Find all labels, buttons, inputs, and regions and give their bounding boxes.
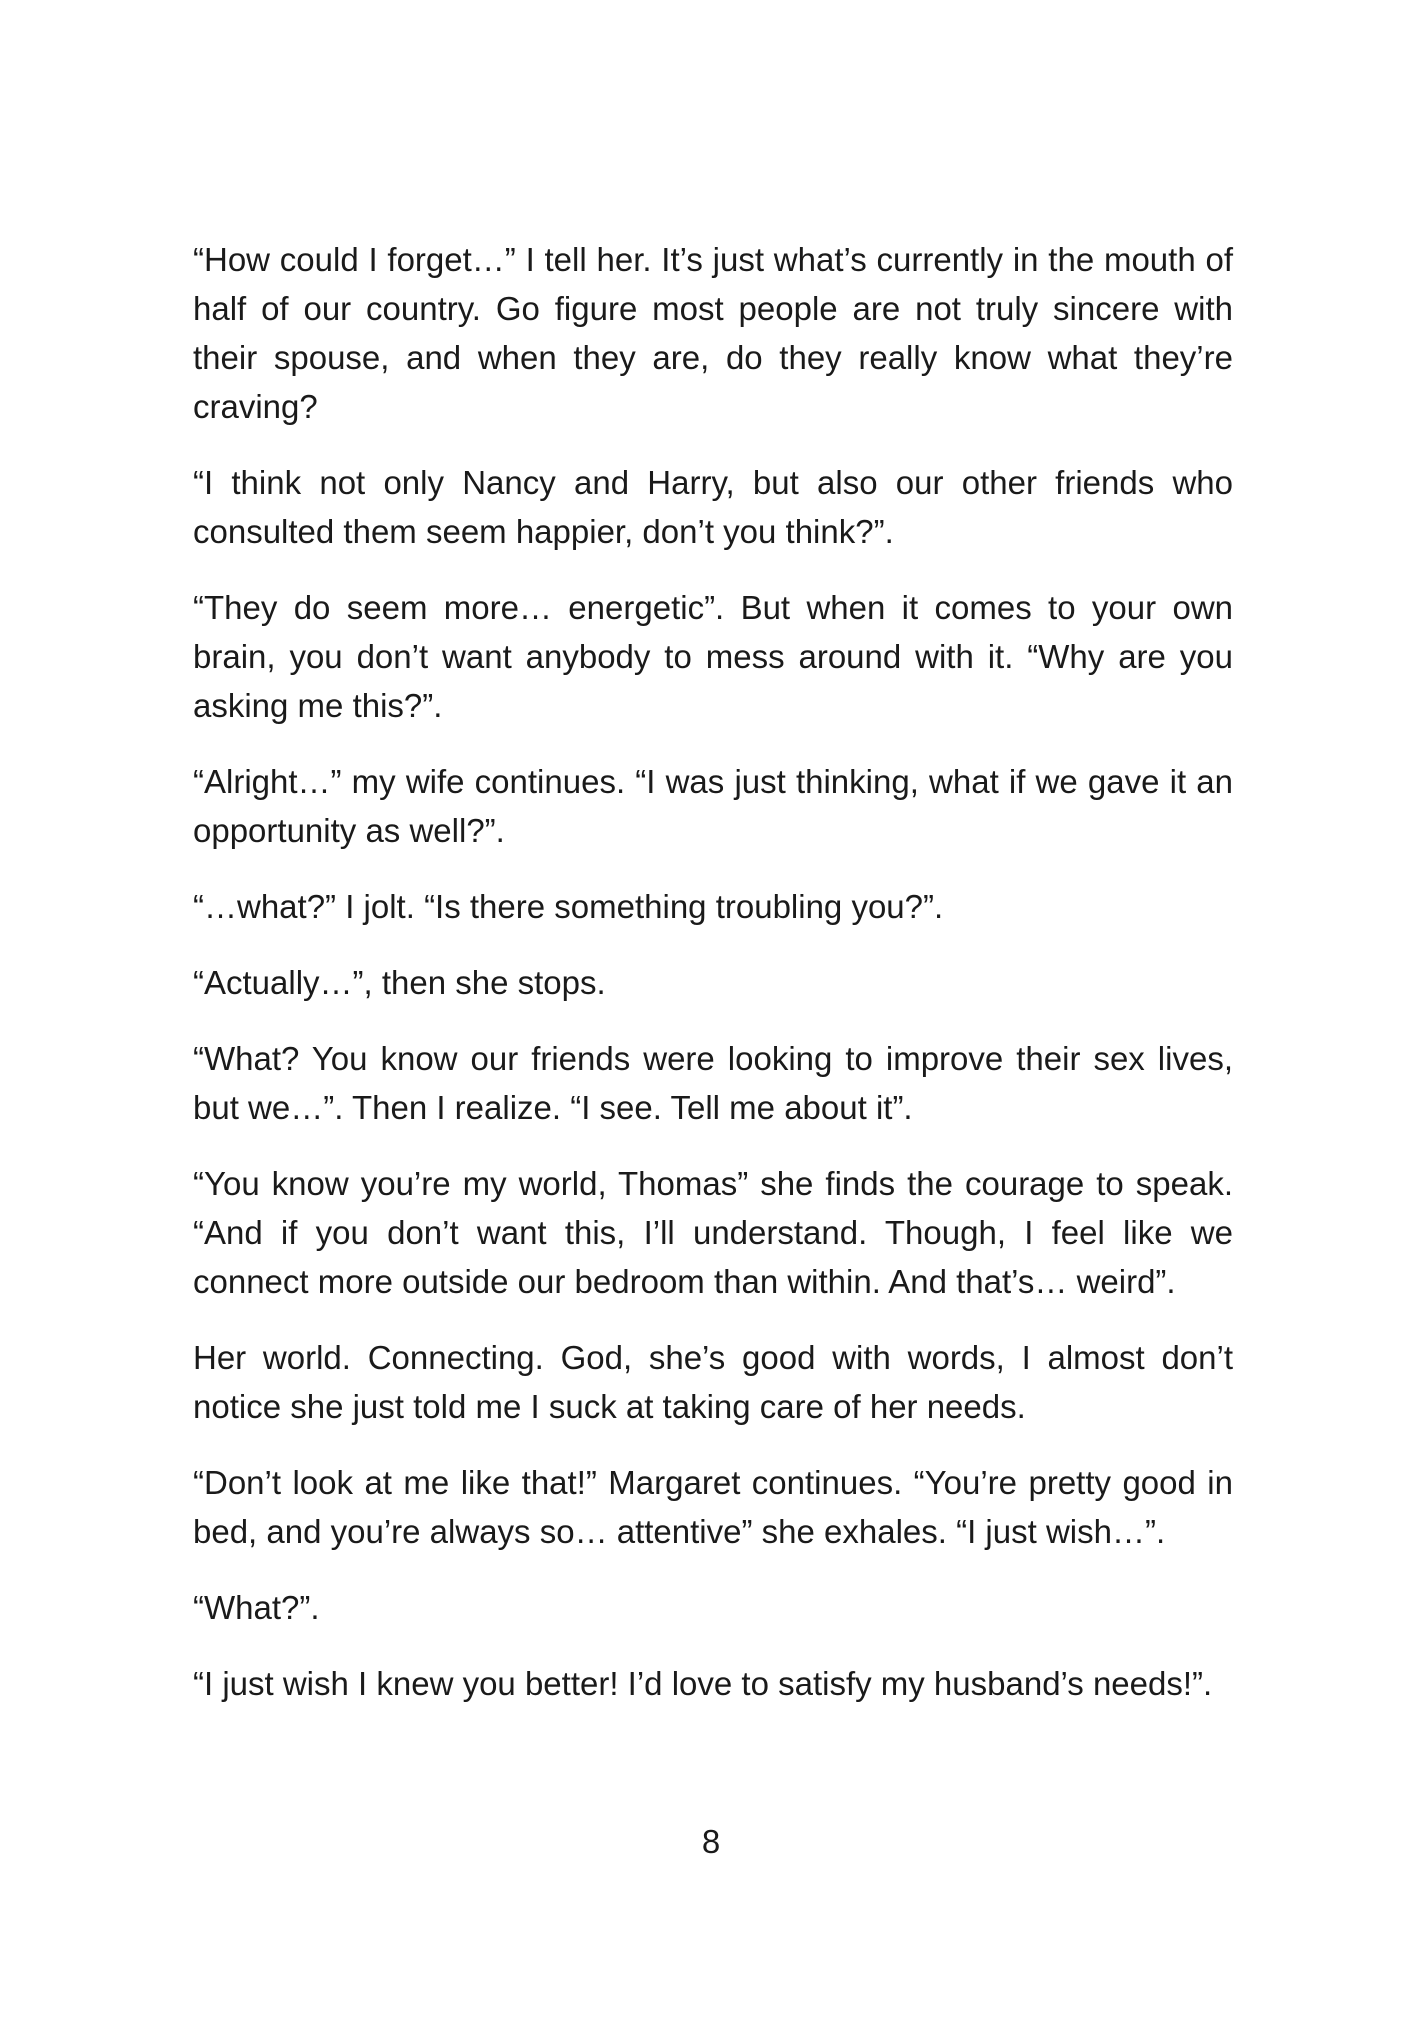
paragraph: “What? You know our friends were looking to improve their sex lives, but we…”. Then I realize. “I see. Tell me about it”. <box>193 1040 1233 1126</box>
paragraph: “Actually…”, then she stops. <box>193 964 606 1001</box>
paragraph: “Alright…” my wife continues. “I was just thinking, what if we gave it an opportunity as well?”. <box>193 763 1233 849</box>
paragraph: “They do seem more… energetic”. But when it comes to your own brain, you don’t want anybody to mess around with it. “Why are you asking me this?”. <box>193 589 1233 724</box>
paragraph: “…what?” I jolt. “Is there something troubling you?”. <box>193 888 944 925</box>
page-number: 8 <box>701 1823 721 1860</box>
paragraph: “You know you’re my world, Thomas” she finds the courage to speak. “And if you don’t want this, I’ll understand. Though, I feel like we connect more outside our bedroom than within. And that’s… weird”. <box>193 1165 1233 1300</box>
paragraph: “I think not only Nancy and Harry, but also our other friends who consulted them seem happier, don’t you think?”. <box>193 464 1233 550</box>
paragraph: “I just wish I knew you better! I’d love to satisfy my husband’s needs!”. <box>193 1665 1213 1702</box>
body-text <box>193 235 1233 1735</box>
paragraph: Her world. Connecting. God, she’s good with words, I almost don’t notice she just told me I suck at taking care of her needs. <box>193 1339 1233 1425</box>
paragraph: “Don’t look at me like that!” Margaret continues. “You’re pretty good in bed, and you’re always so… attentive” she exhales. “I just wish…”. <box>193 1464 1233 1550</box>
paragraph: “How could I forget…” I tell her. It’s just what’s currently in the mouth of half of our country. Go figure most people are not truly sincere with their spouse, and when they are, do they really know what they’re craving? <box>193 241 1233 425</box>
paragraph: “What?”. <box>193 1589 320 1626</box>
